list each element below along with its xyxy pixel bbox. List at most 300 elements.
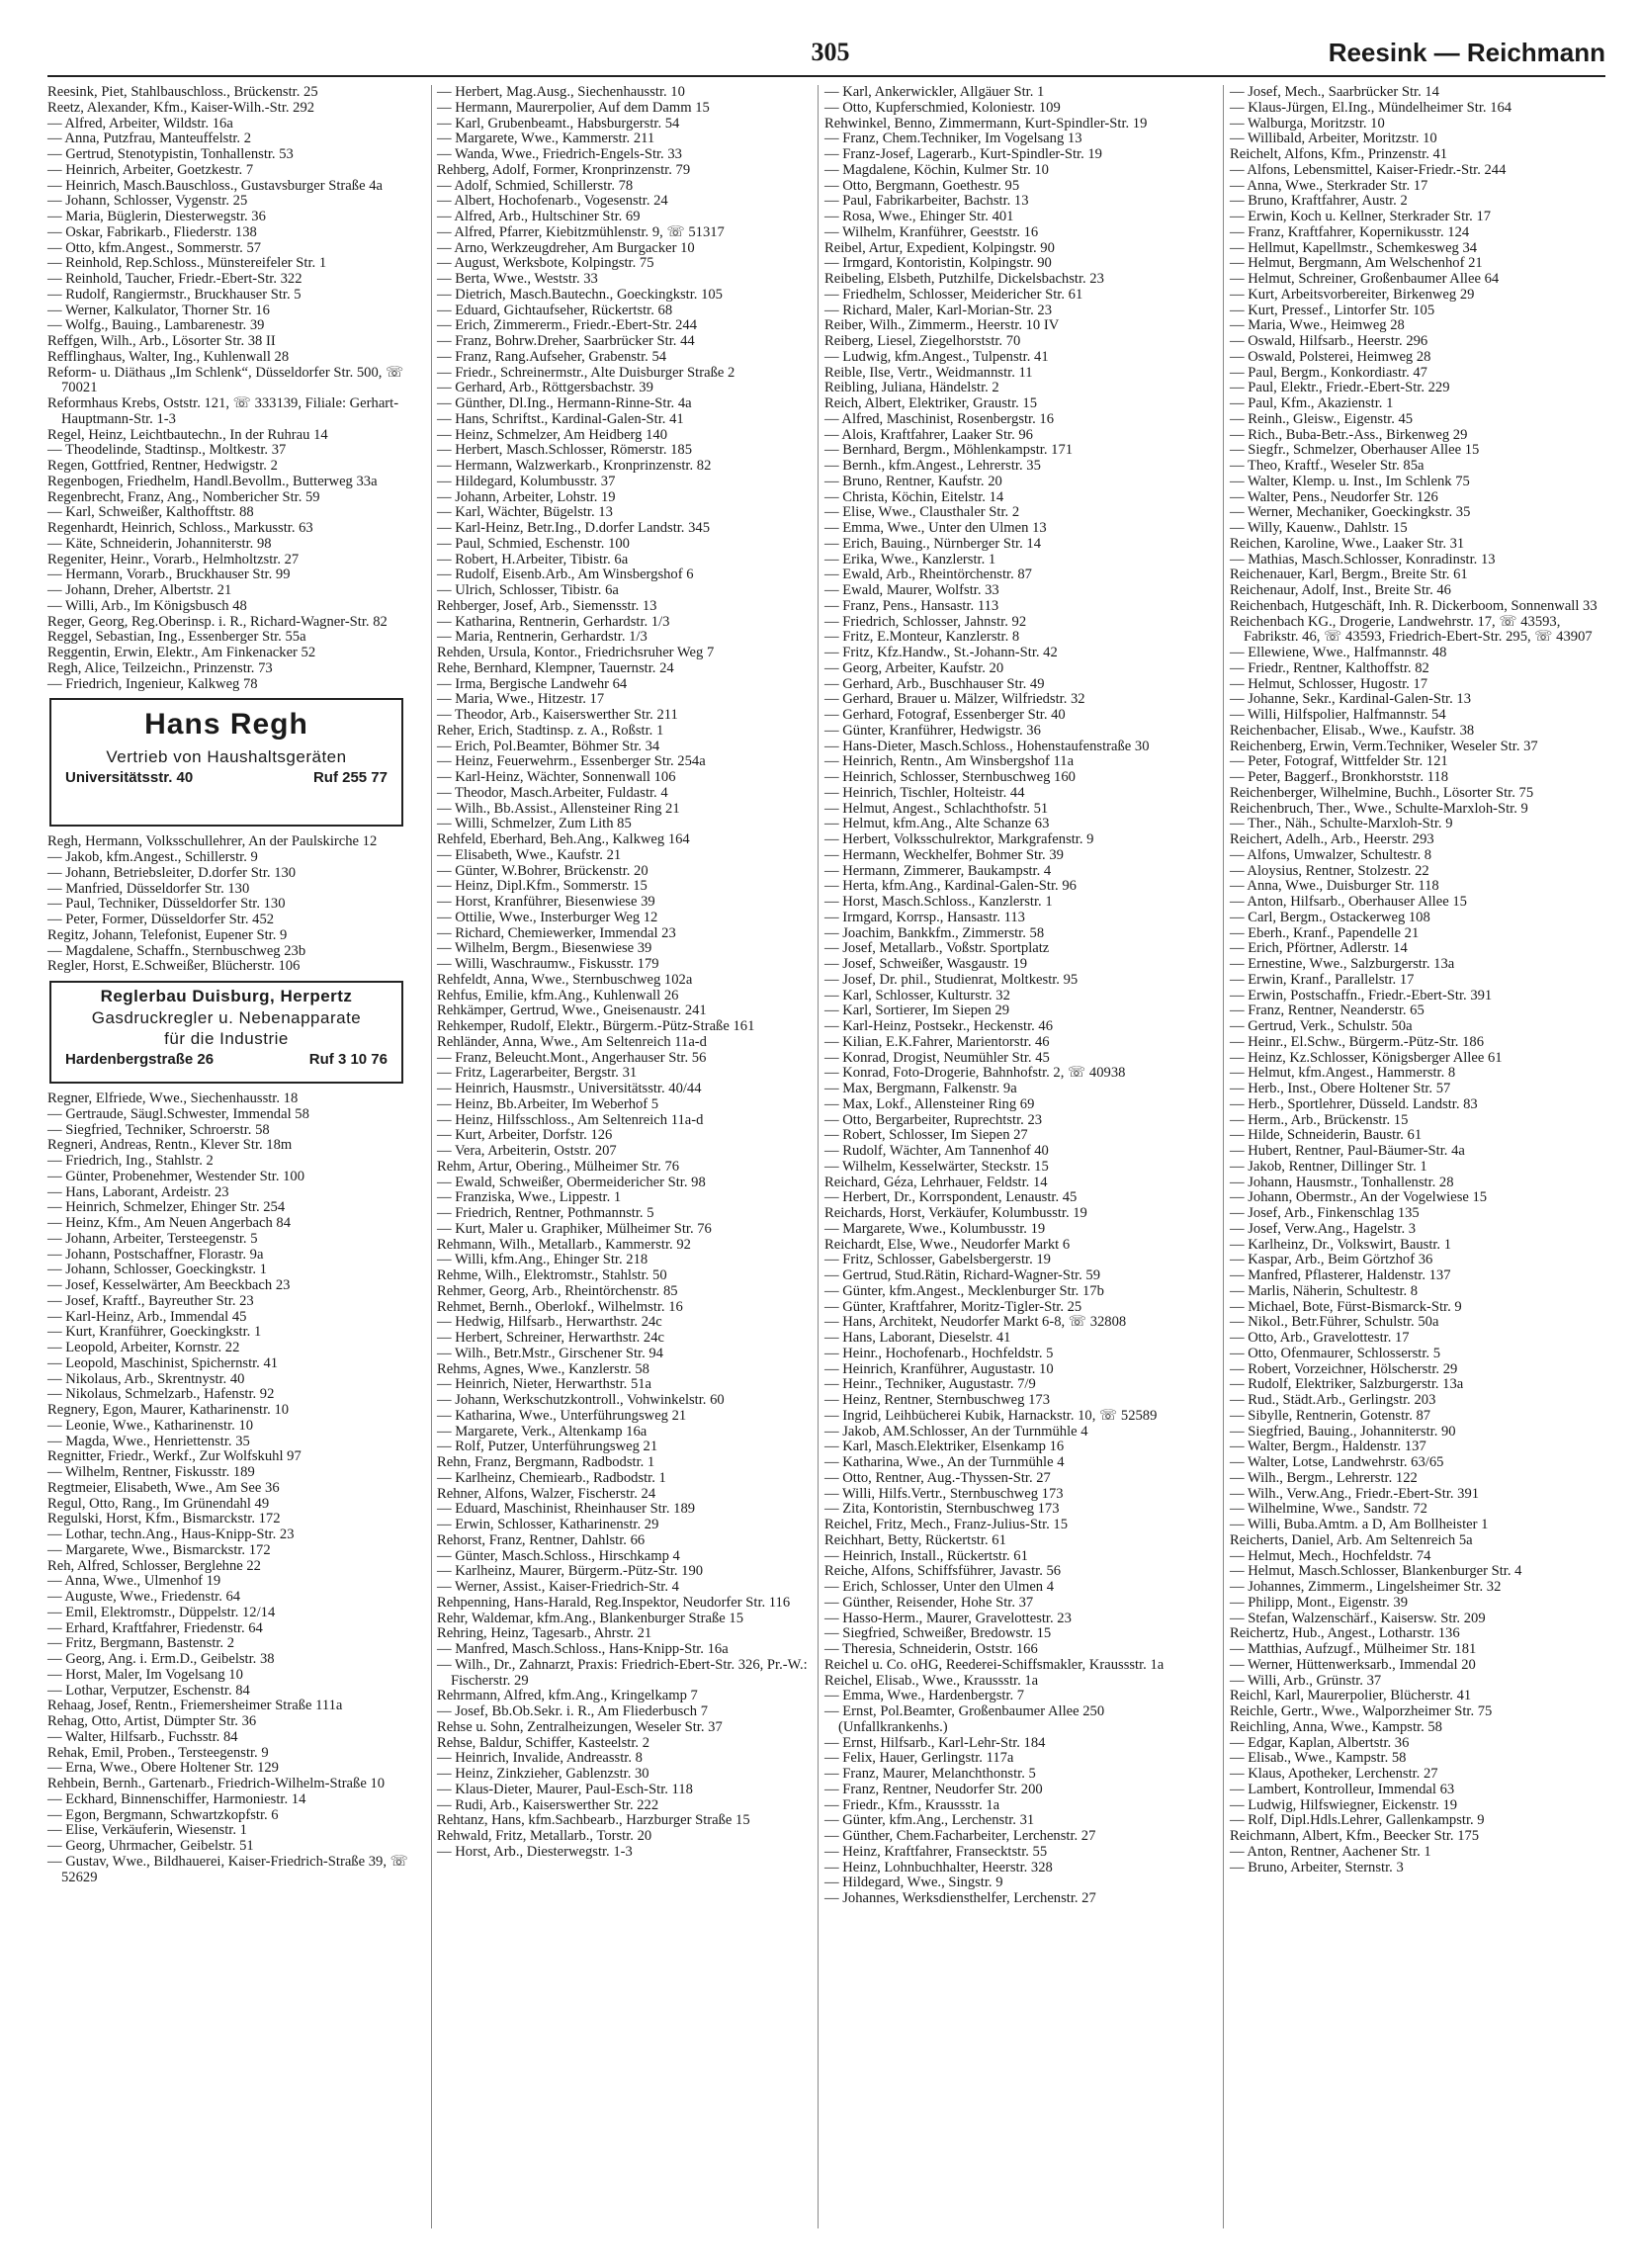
directory-entry: — Rich., Buba-Betr.-Ass., Birkenweg 29 — [1230, 426, 1468, 443]
directory-entry: — Johann, Arbeiter, Lohstr. 19 — [437, 488, 616, 505]
advertisement-herpertz — [49, 981, 403, 1084]
directory-entry: — Ernst, Pol.Beamter, Großenbaumer Allee 250 (Unfallkrankenhs.) — [824, 1703, 1105, 1735]
directory-entry: — Herm., Arb., Brückenstr. 15 — [1230, 1111, 1409, 1128]
directory-entry: Reh, Alfred, Schlosser, Berglehne 22 — [47, 1557, 261, 1574]
directory-entry: — Helmut, Schreiner, Großenbaumer Allee 64 — [1230, 271, 1500, 287]
directory-entry: Regen, Gottfried, Rentner, Hedwigstr. 2 — [47, 458, 278, 474]
directory-entry: — Eduard, Gichtaufseher, Rückertstr. 68 — [437, 302, 673, 318]
directory-entry: — Willi, Hilfspolier, Halfmannstr. 54 — [1230, 707, 1446, 723]
directory-entry: — Christa, Köchin, Eitelstr. 14 — [824, 488, 1004, 505]
directory-entry: Reichenberger, Wilhelmine, Buchh., Lösorter Str. 75 — [1230, 784, 1534, 801]
directory-entry: Rehberger, Josef, Arb., Siemensstr. 13 — [437, 597, 657, 614]
directory-entry: — Karl, Ankerwickler, Allgäuer Str. 1 — [824, 84, 1045, 100]
directory-entry: — Günter, Kranführer, Hedwigstr. 36 — [824, 722, 1041, 739]
directory-entry: — Otto, Ofenmaurer, Schlosserstr. 5 — [1230, 1345, 1441, 1361]
directory-entry: — Elisabeth, Wwe., Kaufstr. 21 — [437, 846, 622, 863]
directory-entry: — Wilh., Verw.Ang., Friedr.-Ebert-Str. 391 — [1230, 1485, 1480, 1502]
directory-entry: — Peter, Baggerf., Bronkhorststr. 118 — [1230, 769, 1448, 785]
directory-entry: — Lothar, techn.Ang., Haus-Knipp-Str. 23 — [47, 1527, 295, 1542]
directory-entry: — Anton, Hilfsarb., Oberhauser Allee 15 — [1230, 894, 1467, 910]
directory-entry: — Arno, Werkzeugdreher, Am Burgacker 10 — [437, 239, 695, 256]
directory-entry: Reichards, Horst, Verkäufer, Kolumbusstr. 19 — [824, 1205, 1087, 1221]
directory-entry: — Alfons, Lebensmittel, Kaiser-Friedr.-Str. 244 — [1230, 161, 1507, 178]
directory-entry: — Heinr., Techniker, Augustastr. 7/9 — [824, 1376, 1036, 1393]
directory-entry: — Nikolaus, Arb., Skrentnystr. 40 — [47, 1370, 245, 1387]
directory-entry: Rehkemper, Rudolf, Elektr., Bürgerm.-Pütz-Straße 161 — [437, 1018, 755, 1034]
directory-entry: — Rudolf, Elektriker, Salzburgerstr. 13a — [1230, 1376, 1464, 1393]
directory-entry: — Leopold, Maschinist, Spichernstr. 41 — [47, 1354, 279, 1371]
directory-entry: — Herta, kfm.Ang., Kardinal-Galen-Str. 96 — [824, 878, 1077, 895]
directory-entry: — Walter, Klemp. u. Inst., Im Schlenk 75 — [1230, 473, 1470, 489]
directory-entry: Reiberg, Liesel, Ziegelhorststr. 70 — [824, 333, 1021, 349]
directory-entry: — Fritz, E.Monteur, Kanzlerstr. 8 — [824, 629, 1020, 646]
directory-entry: Regtmeier, Elisabeth, Wwe., Am See 36 — [47, 1479, 280, 1496]
directory-entry: — Franz, Maurer, Melanchthonstr. 5 — [824, 1766, 1036, 1782]
directory-entry: — Heinz, Lohnbuchhalter, Heerstr. 328 — [824, 1859, 1053, 1875]
directory-entry: — Ther., Näh., Schulte-Marxloh-Str. 9 — [1230, 816, 1453, 832]
directory-entry: — Werner, Assist., Kaiser-Friedrich-Str. 4 — [437, 1579, 679, 1595]
entry-list-col3 — [824, 85, 1198, 1907]
ad-phone: Ruf 255 77 — [312, 769, 388, 787]
directory-entry: Reichenaur, Adolf, Inst., Breite Str. 46 — [1230, 582, 1451, 598]
directory-entry: Regel, Heinz, Leichtbautechn., In der Ruhrau 14 — [47, 426, 328, 443]
directory-entry: — Georg, Uhrmacher, Geibelstr. 51 — [47, 1838, 254, 1854]
directory-entry: — Felix, Hauer, Gerlingstr. 117a — [824, 1750, 1014, 1767]
directory-entry: — Heinrich, Hausmstr., Universitätsstr. 40/44 — [437, 1081, 702, 1096]
directory-entry: — Karl, Wächter, Bügelstr. 13 — [437, 504, 613, 521]
directory-entry: — Emma, Wwe., Unter den Ulmen 13 — [824, 520, 1047, 536]
directory-entry: — Johann, Arbeiter, Tersteegenstr. 5 — [47, 1230, 258, 1247]
directory-entry: — Siegfr., Schmelzer, Oberhauser Allee 15 — [1230, 442, 1480, 459]
directory-entry: — Oswald, Hilfsarb., Heerstr. 296 — [1230, 333, 1428, 349]
directory-entry: — Willi, Waschraumw., Fiskusstr. 179 — [437, 956, 659, 972]
directory-entry: — Franz, Kraftfahrer, Kopernikusstr. 124 — [1230, 223, 1470, 240]
running-head: Reesink — Reichmann — [1328, 38, 1605, 67]
directory-entry: — Theodelinde, Stadtinsp., Moltkestr. 37 — [47, 442, 287, 459]
directory-entry: — Reinhold, Rep.Schloss., Münstereifeler Str. 1 — [47, 255, 327, 272]
directory-entry: — Heinr., Hochofenarb., Hochfeldstr. 5 — [824, 1345, 1054, 1361]
directory-entry: — Günter, kfm.Angest., Mecklenburger Str. 17b — [824, 1282, 1104, 1299]
directory-entry: — Alfred, Arb., Hultschiner Str. 69 — [437, 209, 641, 224]
directory-entry: — Ernestine, Wwe., Salzburgerstr. 13a — [1230, 956, 1455, 972]
directory-entry: Reibel, Artur, Expedient, Kolpingstr. 90 — [824, 239, 1055, 256]
directory-entry: Regneri, Andreas, Rentn., Klever Str. 18m — [47, 1137, 293, 1154]
directory-entry: — Gerhard, Brauer u. Mälzer, Wilfriedstr. 32 — [824, 691, 1085, 708]
directory-entry: — Hildegard, Wwe., Singstr. 9 — [824, 1875, 1003, 1891]
directory-entry: — Karlheinz, Chemiearb., Radbodstr. 1 — [437, 1469, 666, 1486]
directory-entry: — Erich, Pförtner, Adlerstr. 14 — [1230, 940, 1408, 957]
directory-entry: Rehfeld, Eberhard, Beh.Ang., Kalkweg 164 — [437, 831, 690, 847]
directory-entry: — Friedrich, Rentner, Pothmannstr. 5 — [437, 1205, 654, 1221]
directory-entry: — Joachim, Bankkfm., Zimmerstr. 58 — [824, 924, 1045, 941]
directory-entry: — Willibald, Arbeiter, Moritzstr. 10 — [1230, 131, 1437, 147]
directory-entry: — Erwin, Schlosser, Katharinenstr. 29 — [437, 1517, 659, 1532]
entry-list-col1a — [47, 85, 421, 692]
directory-entry: — Helmut, Bergmann, Am Welschenhof 21 — [1230, 255, 1483, 272]
directory-entry: Reiche, Alfons, Schiffsführer, Javastr. 56 — [824, 1563, 1062, 1580]
directory-entry: — Karlheinz, Dr., Volkswirt, Baustr. 1 — [1230, 1236, 1452, 1253]
directory-entry: Rehden, Ursula, Kontor., Friedrichsruher Weg 7 — [437, 645, 715, 660]
directory-entry: — Josef, Kesselwärter, Am Beeckbach 23 — [47, 1277, 291, 1293]
directory-entry: — Nikol., Betr.Führer, Schulstr. 50a — [1230, 1314, 1439, 1331]
directory-entry: Regenbogen, Friedhelm, Handl.Bevollm., Butterweg 33a — [47, 473, 378, 489]
directory-entry: — Bruno, Kraftfahrer, Austr. 2 — [1230, 193, 1408, 210]
directory-entry: Reichling, Anna, Wwe., Kampstr. 58 — [1230, 1718, 1442, 1735]
directory-entry: — Siegfried, Bauing., Johanniterstr. 90 — [1230, 1423, 1456, 1439]
directory-entry: — Karl, Schlosser, Kulturstr. 32 — [824, 987, 1010, 1003]
directory-entry: Rehpenning, Hans-Harald, Reg.Inspektor, Neudorfer Str. 116 — [437, 1594, 791, 1611]
directory-entry: Reichl, Karl, Maurerpolier, Blücherstr. 41 — [1230, 1688, 1472, 1704]
directory-entry: — Bernhard, Bergm., Möhlenkampstr. 171 — [824, 442, 1074, 459]
directory-entry: — Peter, Former, Düsseldorfer Str. 452 — [47, 912, 275, 927]
directory-entry: — Carl, Bergm., Ostackerweg 108 — [1230, 909, 1430, 925]
ad-tagline: Gasdruckregler u. Nebenapparate — [91, 1008, 362, 1027]
directory-entry: — Helmut, Schlosser, Hugostr. 17 — [1230, 675, 1428, 692]
directory-entry: — Friedr., Schreinermstr., Alte Duisburger Straße 2 — [437, 364, 735, 381]
directory-entry: — Günther, Dl.Ing., Hermann-Rinne-Str. 4a — [437, 395, 692, 411]
directory-entry: — Elisab., Wwe., Kampstr. 58 — [1230, 1750, 1407, 1767]
directory-entry: — Otto, Arb., Gravelottestr. 17 — [1230, 1330, 1410, 1346]
directory-entry: — Werner, Hüttenwerksarb., Immendal 20 — [1230, 1656, 1476, 1673]
directory-entry: — Margarete, Wwe., Bismarckstr. 172 — [47, 1541, 271, 1558]
directory-entry: — Kaspar, Arb., Beim Görtzhof 36 — [1230, 1252, 1433, 1268]
directory-entry: — Erich, Pol.Beamter, Böhmer Str. 34 — [437, 738, 660, 754]
directory-entry: — Alfons, Umwalzer, Schultestr. 8 — [1230, 846, 1432, 863]
directory-entry: — Eduard, Maschinist, Rheinhauser Str. 189 — [437, 1501, 696, 1518]
directory-entry: — Ewald, Schweißer, Obermeidericher Str. 98 — [437, 1174, 706, 1190]
directory-entry: — Fritz, Lagerarbeiter, Bergstr. 31 — [437, 1065, 638, 1082]
directory-entry: — Rud., Städt.Arb., Gerlingstr. 203 — [1230, 1392, 1436, 1408]
directory-entry: — Gerhard, Arb., Röttgersbachstr. 39 — [437, 380, 653, 396]
directory-entry: — Hubert, Rentner, Paul-Bäumer-Str. 4a — [1230, 1143, 1465, 1159]
directory-entry: — Karl-Heinz, Wächter, Sonnenwall 106 — [437, 769, 676, 785]
entry-list-col1b — [47, 834, 421, 975]
directory-entry: — Max, Bergmann, Falkenstr. 9a — [824, 1081, 1017, 1096]
directory-entry: — Herbert, Masch.Schlosser, Römerstr. 185 — [437, 442, 693, 459]
directory-entry: — Heinz, Dipl.Kfm., Sommerstr. 15 — [437, 878, 648, 895]
directory-entry: Regitz, Johann, Telefonist, Eupener Str. 9 — [47, 926, 288, 943]
directory-entry: — Franz-Josef, Lagerarb., Kurt-Spindler-Str. 19 — [824, 146, 1102, 162]
directory-entry: — Eckhard, Binnenschiffer, Harmoniestr. 14 — [47, 1790, 306, 1807]
directory-entry: Reffgen, Wilh., Arb., Lösorter Str. 38 II — [47, 333, 276, 349]
directory-entry: — Hermann, Vorarb., Bruckhauser Str. 99 — [47, 567, 291, 583]
directory-entry: — Margarete, Wwe., Kolumbusstr. 19 — [824, 1220, 1046, 1237]
directory-entry: — Paul, Fabrikarbeiter, Bachstr. 13 — [824, 193, 1029, 210]
directory-entry: Reich, Albert, Elektriker, Graustr. 15 — [824, 395, 1038, 411]
directory-entry: — Lothar, Verputzer, Eschenstr. 84 — [47, 1682, 250, 1699]
directory-entry: Reichenauer, Karl, Bergm., Breite Str. 61 — [1230, 567, 1468, 583]
directory-entry: Reichard, Géza, Lehrhauer, Feldstr. 14 — [824, 1174, 1048, 1190]
directory-entry: Reible, Ilse, Vertr., Weidmannstr. 11 — [824, 364, 1033, 381]
directory-entry: — Heinz, Kfm., Am Neuen Angerbach 84 — [47, 1215, 292, 1231]
directory-entry: — Edgar, Kaplan, Albertstr. 36 — [1230, 1734, 1410, 1751]
directory-entry: — Josef, Metallarb., Voßstr. Sportplatz — [824, 940, 1050, 957]
directory-entry: — Robert, Schlosser, Im Siepen 27 — [824, 1127, 1028, 1144]
directory-entry: — Wolfg., Bauing., Lambarenestr. 39 — [47, 317, 265, 334]
directory-entry: — Robert, Vorzeichner, Hölscherstr. 29 — [1230, 1360, 1458, 1377]
directory-entry: — Erich, Schlosser, Unter den Ulmen 4 — [824, 1579, 1055, 1595]
directory-entry: — Helmut, kfm.Ang., Alte Schanze 63 — [824, 816, 1050, 832]
directory-entry: — Anna, Wwe., Sterkrader Str. 17 — [1230, 177, 1428, 194]
directory-entry: — Herbert, Volksschulrektor, Markgrafenstr. 9 — [824, 831, 1094, 847]
directory-entry: — Horst, Maler, Im Vogelsang 10 — [47, 1666, 243, 1683]
directory-entry: — Emma, Wwe., Hardenbergstr. 7 — [824, 1688, 1025, 1704]
directory-entry: Regul, Otto, Rang., Im Grünendahl 49 — [47, 1495, 270, 1512]
directory-entry: Rehfus, Emilie, kfm.Ang., Kuhlenwall 26 — [437, 987, 679, 1003]
directory-entry: — Hans-Dieter, Masch.Schloss., Hohenstaufenstraße 30 — [824, 738, 1150, 754]
directory-entry: — Helmut, Mech., Hochfeldstr. 74 — [1230, 1547, 1431, 1564]
directory-entry: Rehfeldt, Anna, Wwe., Sternbuschweg 102a — [437, 971, 693, 988]
directory-entry: Reibling, Juliana, Händelstr. 2 — [824, 380, 999, 396]
directory-entry: Rehberg, Adolf, Former, Kronprinzenstr. 79 — [437, 161, 691, 178]
directory-entry: Regnitter, Friedr., Werkf., Zur Wolfskuhl 97 — [47, 1448, 302, 1465]
entry-list-col4 — [1230, 85, 1603, 1875]
directory-entry: — Maria, Büglerin, Diesterwegstr. 36 — [47, 209, 266, 224]
directory-entry: Rehse u. Sohn, Zentralheizungen, Weseler Str. 37 — [437, 1718, 723, 1735]
directory-entry: Reetz, Alexander, Kfm., Kaiser-Wilh.-Str. 292 — [47, 99, 315, 116]
directory-entry: — Stefan, Walzenschärf., Kaisersw. Str. 209 — [1230, 1610, 1486, 1626]
directory-entry: — Wilh., Bergm., Lehrerstr. 122 — [1230, 1469, 1418, 1486]
directory-entry: — Walter, Hilfsarb., Fuchsstr. 84 — [47, 1728, 238, 1745]
directory-entry: — Friedhelm, Schlosser, Meidericher Str. 61 — [824, 286, 1083, 303]
directory-entry: — Rudi, Arb., Kaiserswerther Str. 222 — [437, 1796, 659, 1813]
directory-entry: — Theo, Kraftf., Weseler Str. 85a — [1230, 458, 1425, 474]
directory-entry: — Manfred, Masch.Schloss., Hans-Knipp-Str. 16a — [437, 1641, 729, 1657]
directory-entry: — Elise, Verkäuferin, Wiesenstr. 1 — [47, 1822, 247, 1839]
directory-entry: Rehbein, Bernh., Gartenarb., Friedrich-Wilhelm-Straße 10 — [47, 1776, 386, 1791]
directory-entry: — Günther, Chem.Facharbeiter, Lerchenstr. 27 — [824, 1828, 1096, 1844]
directory-entry: — Erwin, Koch u. Kellner, Sterkrader Str. 17 — [1230, 209, 1492, 224]
directory-entry: — Katharina, Wwe., An der Turnmühle 4 — [824, 1454, 1065, 1470]
directory-entry: — Heinz, Kz.Schlosser, Königsberger Allee 61 — [1230, 1049, 1503, 1066]
directory-entry: Reform- u. Diäthaus „Im Schlenk“, Düsseldorfer Str. 500, ☏ 70021 — [47, 364, 404, 396]
directory-entry: Regh, Alice, Teilzeichn., Prinzenstr. 73 — [47, 659, 273, 676]
directory-entry: — Richard, Chemiewerker, Immendal 23 — [437, 924, 676, 941]
directory-entry: — Willi, kfm.Ang., Ehinger Str. 218 — [437, 1252, 648, 1268]
directory-entry: — Franz, Rentner, Neanderstr. 65 — [1230, 1003, 1425, 1019]
directory-entry: — Reinhold, Taucher, Friedr.-Ebert-Str. 322 — [47, 271, 302, 287]
directory-entry: — Magdalene, Schaffn., Sternbuschweg 23b — [47, 942, 306, 959]
directory-entry: — Paul, Schmied, Eschenstr. 100 — [437, 535, 630, 552]
directory-entry: — Magda, Wwe., Henriettenstr. 35 — [47, 1433, 250, 1449]
directory-entry: — Kurt, Maler u. Graphiker, Mülheimer Str. 76 — [437, 1220, 712, 1237]
directory-entry: — Franz, Rang.Aufseher, Grabenstr. 54 — [437, 348, 667, 365]
directory-entry: — Erwin, Kranf., Parallelstr. 17 — [1230, 971, 1415, 988]
directory-entry: — Zita, Kontoristin, Sternbuschweg 173 — [824, 1501, 1060, 1518]
ad-company-name: Reglerbau Duisburg, Herpertz — [100, 987, 353, 1005]
directory-entry: Rehring, Heinz, Tagesarb., Ahrstr. 21 — [437, 1625, 652, 1642]
directory-entry: — Heinz, Feuerwehrm., Essenberger Str. 254a — [437, 753, 706, 770]
directory-entry: Reibeling, Elsbeth, Putzhilfe, Dickelsbachstr. 23 — [824, 271, 1104, 287]
directory-entry: — Wanda, Wwe., Friedrich-Engels-Str. 33 — [437, 146, 682, 162]
directory-entry: — Heinrich, Rentn., Am Winsbergshof 11a — [824, 753, 1075, 770]
directory-entry: — Heinrich, Schmelzer, Ehinger Str. 254 — [47, 1199, 286, 1216]
directory-entry: — Friedrich, Ingenieur, Kalkweg 78 — [47, 675, 258, 692]
directory-entry: — Johannes, Werksdiensthelfer, Lerchenstr. 27 — [824, 1890, 1096, 1906]
directory-entry: — Oskar, Fabrikarb., Fliederstr. 138 — [47, 223, 257, 240]
directory-entry: — Alois, Kraftfahrer, Laaker Str. 96 — [824, 426, 1033, 443]
directory-entry: Reichertz, Hub., Angest., Lotharstr. 136 — [1230, 1625, 1460, 1642]
directory-entry: — Sibylle, Rentnerin, Gotenstr. 87 — [1230, 1407, 1431, 1424]
directory-entry: — Margarete, Verk., Altenkamp 16a — [437, 1423, 648, 1439]
directory-entry: Refflinghaus, Walter, Ing., Kuhlenwall 28 — [47, 348, 290, 365]
directory-entry: — Kurt, Kranführer, Goeckingkstr. 1 — [47, 1324, 262, 1341]
page-number: 305 — [811, 38, 850, 66]
directory-entry: — Heinrich, Kranführer, Augustastr. 10 — [824, 1360, 1054, 1377]
directory-entry: Reichmann, Albert, Kfm., Beecker Str. 175 — [1230, 1828, 1480, 1844]
directory-entry: Reggel, Sebastian, Ing., Essenberger Str. 55a — [47, 629, 306, 646]
directory-entry: — Josef, Bb.Ob.Sekr. i. R., Am Fliederbusch 7 — [437, 1703, 709, 1719]
directory-entry: — Heinz, Kraftfahrer, Fransecktstr. 55 — [824, 1843, 1048, 1860]
directory-entry: — Bruno, Rentner, Kaufstr. 20 — [824, 473, 1002, 489]
directory-entry: Reichhart, Betty, Rückertstr. 61 — [824, 1531, 1006, 1548]
directory-entry: — Anna, Putzfrau, Manteuffelstr. 2 — [47, 131, 252, 147]
directory-entry: Rehorst, Franz, Rentner, Dahlstr. 66 — [437, 1531, 646, 1548]
directory-entry: Reichelt, Alfons, Kfm., Prinzenstr. 41 — [1230, 146, 1448, 162]
directory-entry: — Oswald, Polsterei, Heimweg 28 — [1230, 348, 1431, 365]
directory-entry: Reichen, Karoline, Wwe., Laaker Str. 31 — [1230, 535, 1465, 552]
directory-entry: — Walter, Pens., Neudorfer Str. 126 — [1230, 488, 1438, 505]
directory-entry: — Wilhelm, Kranführer, Geeststr. 16 — [824, 223, 1039, 240]
directory-entry: — Fritz, Bergmann, Bastenstr. 2 — [47, 1635, 235, 1652]
directory-entry: Reichel u. Co. oHG, Reederei-Schiffsmakler, Kraussstr. 1a — [824, 1656, 1165, 1673]
directory-entry: — Leonie, Wwe., Katharinenstr. 10 — [47, 1417, 254, 1434]
directory-entry: — Leopold, Arbeiter, Kornstr. 22 — [47, 1340, 240, 1355]
directory-entry: — Rudolf, Wächter, Am Tannenhof 40 — [824, 1143, 1049, 1159]
directory-entry: — Georg, Arbeiter, Kaufstr. 20 — [824, 659, 1004, 676]
directory-entry: — Rolf, Dipl.Hdls.Lehrer, Gallenkampstr. 9 — [1230, 1812, 1485, 1829]
directory-entry: — Mathias, Masch.Schlosser, Konradinstr. 13 — [1230, 551, 1496, 567]
directory-entry: Reichle, Gertr., Wwe., Walporzheimer Str. 75 — [1230, 1703, 1493, 1719]
directory-entry: — Bernh., kfm.Angest., Lehrerstr. 35 — [824, 458, 1041, 474]
directory-entry: Rehländer, Anna, Wwe., Am Seltenreich 11a-d — [437, 1033, 707, 1050]
directory-entry: — Wilh., Betr.Mstr., Girschener Str. 94 — [437, 1345, 663, 1361]
directory-entry: — Friedr., Rentner, Kalthoffstr. 82 — [1230, 659, 1429, 676]
directory-entry: — Irmgard, Kontoristin, Kolpingstr. 90 — [824, 255, 1052, 272]
directory-entry: — Irma, Bergische Landwehr 64 — [437, 675, 628, 692]
directory-entry: — Helmut, Masch.Schlosser, Blankenburger Str. 4 — [1230, 1563, 1522, 1580]
directory-entry: — Josef, Schweißer, Wasgaustr. 19 — [824, 956, 1028, 972]
directory-entry: — Johann, Obermstr., An der Vogelwiese 15 — [1230, 1189, 1488, 1206]
directory-entry: — Günter, W.Bohrer, Brückenstr. 20 — [437, 862, 648, 879]
directory-entry: Reichel, Fritz, Mech., Franz-Julius-Str. 15 — [824, 1517, 1069, 1532]
directory-entry: — Horst, Arb., Diesterwegstr. 1-3 — [437, 1843, 633, 1860]
directory-entry: — Friedrich, Ing., Stahlstr. 2 — [47, 1153, 214, 1169]
directory-entry: — Hermann, Weckhelfer, Bohmer Str. 39 — [824, 846, 1064, 863]
directory-entry: — Gertraude, Säugl.Schwester, Immendal 58 — [47, 1105, 309, 1122]
directory-entry: — Heinrich, Invalide, Andreasstr. 8 — [437, 1750, 643, 1767]
directory-entry: — Michael, Bote, Fürst-Bismarck-Str. 9 — [1230, 1298, 1462, 1315]
directory-entry: — Hans, Laborant, Dieselstr. 41 — [824, 1330, 1011, 1346]
directory-entry: — Theodor, Arb., Kaiserswerther Str. 211 — [437, 707, 678, 723]
directory-entry: — Heinrich, Tischler, Holteistr. 44 — [824, 784, 1025, 801]
directory-entry: — Kurt, Pressef., Lintorfer Str. 105 — [1230, 302, 1435, 318]
directory-entry: — Siegfried, Schweißer, Bredowstr. 15 — [824, 1625, 1052, 1642]
column-divider — [818, 85, 819, 2228]
directory-entry: — Gertrud, Stenotypistin, Tonhallenstr. 53 — [47, 146, 294, 162]
directory-entry: Rehrmann, Alfred, kfm.Ang., Kringelkamp 7 — [437, 1688, 698, 1704]
directory-entry: — Kurt, Arbeitsvorbereiter, Birkenweg 29 — [1230, 286, 1475, 303]
directory-entry: — Erich, Bauing., Nürnberger Str. 14 — [824, 535, 1042, 552]
directory-entry: — Robert, H.Arbeiter, Tibistr. 6a — [437, 551, 629, 567]
directory-entry: — Johann, Dreher, Albertstr. 21 — [47, 582, 232, 598]
directory-entry: — Marlis, Näherin, Schultestr. 8 — [1230, 1282, 1419, 1299]
directory-entry: — Katharina, Wwe., Unterführungsweg 21 — [437, 1407, 687, 1424]
directory-entry: — Karl, Masch.Elektriker, Elsenkamp 16 — [824, 1439, 1065, 1455]
directory-entry: — Klaus-Dieter, Maurer, Paul-Esch-Str. 118 — [437, 1781, 693, 1797]
directory-entry: — Hermann, Walzwerkarb., Kronprinzenstr. 82 — [437, 458, 712, 474]
directory-entry: — Berta, Wwe., Weststr. 33 — [437, 271, 598, 287]
column-1 — [47, 85, 421, 1885]
ad-address: Hardenbergstraße 26 — [65, 1051, 215, 1068]
directory-entry: — Gerhard, Fotograf, Essenberger Str. 40 — [824, 707, 1066, 723]
directory-entry: — Ingrid, Leihbücherei Kubik, Harnackstr. 10, ☏ 52589 — [824, 1407, 1158, 1424]
directory-entry: — Manfred, Pflasterer, Haldenstr. 137 — [1230, 1267, 1451, 1283]
directory-entry: — Johannes, Zimmerm., Lingelsheimer Str. 32 — [1230, 1579, 1502, 1595]
directory-entry: — Fritz, Kfz.Handw., St.-Johann-Str. 42 — [824, 645, 1058, 660]
directory-entry: — Helmut, Angest., Schlachthofstr. 51 — [824, 800, 1049, 817]
column-3 — [824, 85, 1198, 1907]
directory-entry: — Werner, Mechaniker, Goeckingkstr. 35 — [1230, 504, 1471, 521]
directory-entry: — Heinz, Rentner, Sternbuschweg 173 — [824, 1392, 1050, 1408]
directory-entry: — Hasso-Herm., Maurer, Gravelottestr. 23 — [824, 1610, 1072, 1626]
directory-entry: — Erika, Wwe., Kanzlerstr. 1 — [824, 551, 996, 567]
directory-entry: — Jakob, Rentner, Dillinger Str. 1 — [1230, 1158, 1427, 1175]
directory-entry: Rehms, Agnes, Wwe., Kanzlerstr. 58 — [437, 1360, 649, 1377]
directory-entry: Rehak, Emil, Proben., Tersteegenstr. 9 — [47, 1744, 269, 1761]
directory-entry: — Manfried, Düsseldorfer Str. 130 — [47, 880, 250, 897]
directory-entry: — Otto, Bergarbeiter, Ruprechtstr. 23 — [824, 1111, 1043, 1128]
directory-entry: — Reinh., Gleisw., Eigenstr. 45 — [1230, 410, 1414, 427]
directory-entry: Regh, Hermann, Volksschullehrer, An der Paulskirche 12 — [47, 833, 378, 850]
directory-entry: — Karl, Sortierer, Im Siepen 29 — [824, 1003, 1010, 1019]
directory-entry: Regenbrecht, Franz, Ang., Nombericher Str. 59 — [47, 488, 320, 505]
directory-entry: — Klaus-Jürgen, El.Ing., Mündelheimer Str. 164 — [1230, 99, 1512, 116]
directory-entry: — Josef, Mech., Saarbrücker Str. 14 — [1230, 84, 1439, 100]
directory-entry: — Theodor, Masch.Arbeiter, Fuldastr. 4 — [437, 784, 668, 801]
directory-entry: — Heinrich, Arbeiter, Goetzkestr. 7 — [47, 161, 254, 178]
advertisement-hans-regh — [49, 698, 403, 827]
directory-entry: — Josef, Arb., Finkenschlag 135 — [1230, 1205, 1420, 1221]
entry-list-col1c — [47, 1091, 421, 1885]
directory-entry: — Rudolf, Rangiermstr., Bruckhauser Str. 5 — [47, 286, 302, 303]
directory-entry: — Wilhelm, Rentner, Fiskusstr. 189 — [47, 1464, 255, 1480]
directory-entry: — Hermann, Zimmerer, Baukampstr. 4 — [824, 862, 1052, 879]
directory-entry: Rehme, Wilh., Elektromstr., Stahlstr. 50 — [437, 1267, 667, 1283]
directory-entry: — Willy, Kauenw., Dahlstr. 15 — [1230, 520, 1408, 536]
directory-entry: — Elise, Wwe., Clausthaler Str. 2 — [824, 504, 1020, 521]
directory-entry: — Gerhard, Arb., Buschhauser Str. 49 — [824, 675, 1045, 692]
directory-entry: — Hans, Architekt, Neudorfer Markt 6-8, ☏ 32808 — [824, 1314, 1127, 1331]
directory-entry: — Johann, Schlosser, Vygenstr. 25 — [47, 193, 248, 210]
directory-entry: Regner, Elfriede, Wwe., Siechenhausstr. 18 — [47, 1090, 299, 1106]
directory-entry: — Walter, Bergm., Haldenstr. 137 — [1230, 1439, 1426, 1455]
directory-entry: Reiber, Wilh., Zimmerm., Heerstr. 10 IV — [824, 317, 1060, 334]
directory-entry: — Heinr., El.Schw., Bürgerm.-Pütz-Str. 186 — [1230, 1033, 1484, 1050]
directory-entry: Regulski, Horst, Kfm., Bismarckstr. 172 — [47, 1511, 281, 1527]
directory-entry: — Willi, Arb., Im Königsbusch 48 — [47, 597, 247, 614]
directory-entry: — Vera, Arbeiterin, Oststr. 207 — [437, 1143, 617, 1159]
directory-entry: — Ernst, Hilfsarb., Karl-Lehr-Str. 184 — [824, 1734, 1046, 1751]
directory-entry: — Nikolaus, Schmelzarb., Hafenstr. 92 — [47, 1386, 275, 1403]
directory-entry: Rehmann, Wilh., Metallarb., Kammerstr. 92 — [437, 1236, 691, 1253]
directory-entry: — Siegfried, Techniker, Schroerstr. 58 — [47, 1121, 270, 1138]
directory-entry: — Johann, Postschaffner, Florastr. 9a — [47, 1246, 264, 1263]
directory-entry: Reichardt, Else, Wwe., Neudorfer Markt 6 — [824, 1236, 1071, 1253]
directory-entry: Regnery, Egon, Maurer, Katharinenstr. 10 — [47, 1402, 290, 1418]
directory-entry: — Franziska, Wwe., Lippestr. 1 — [437, 1189, 622, 1206]
directory-entry: — Karl, Grubenbeamt., Habsburgerstr. 54 — [437, 115, 680, 131]
